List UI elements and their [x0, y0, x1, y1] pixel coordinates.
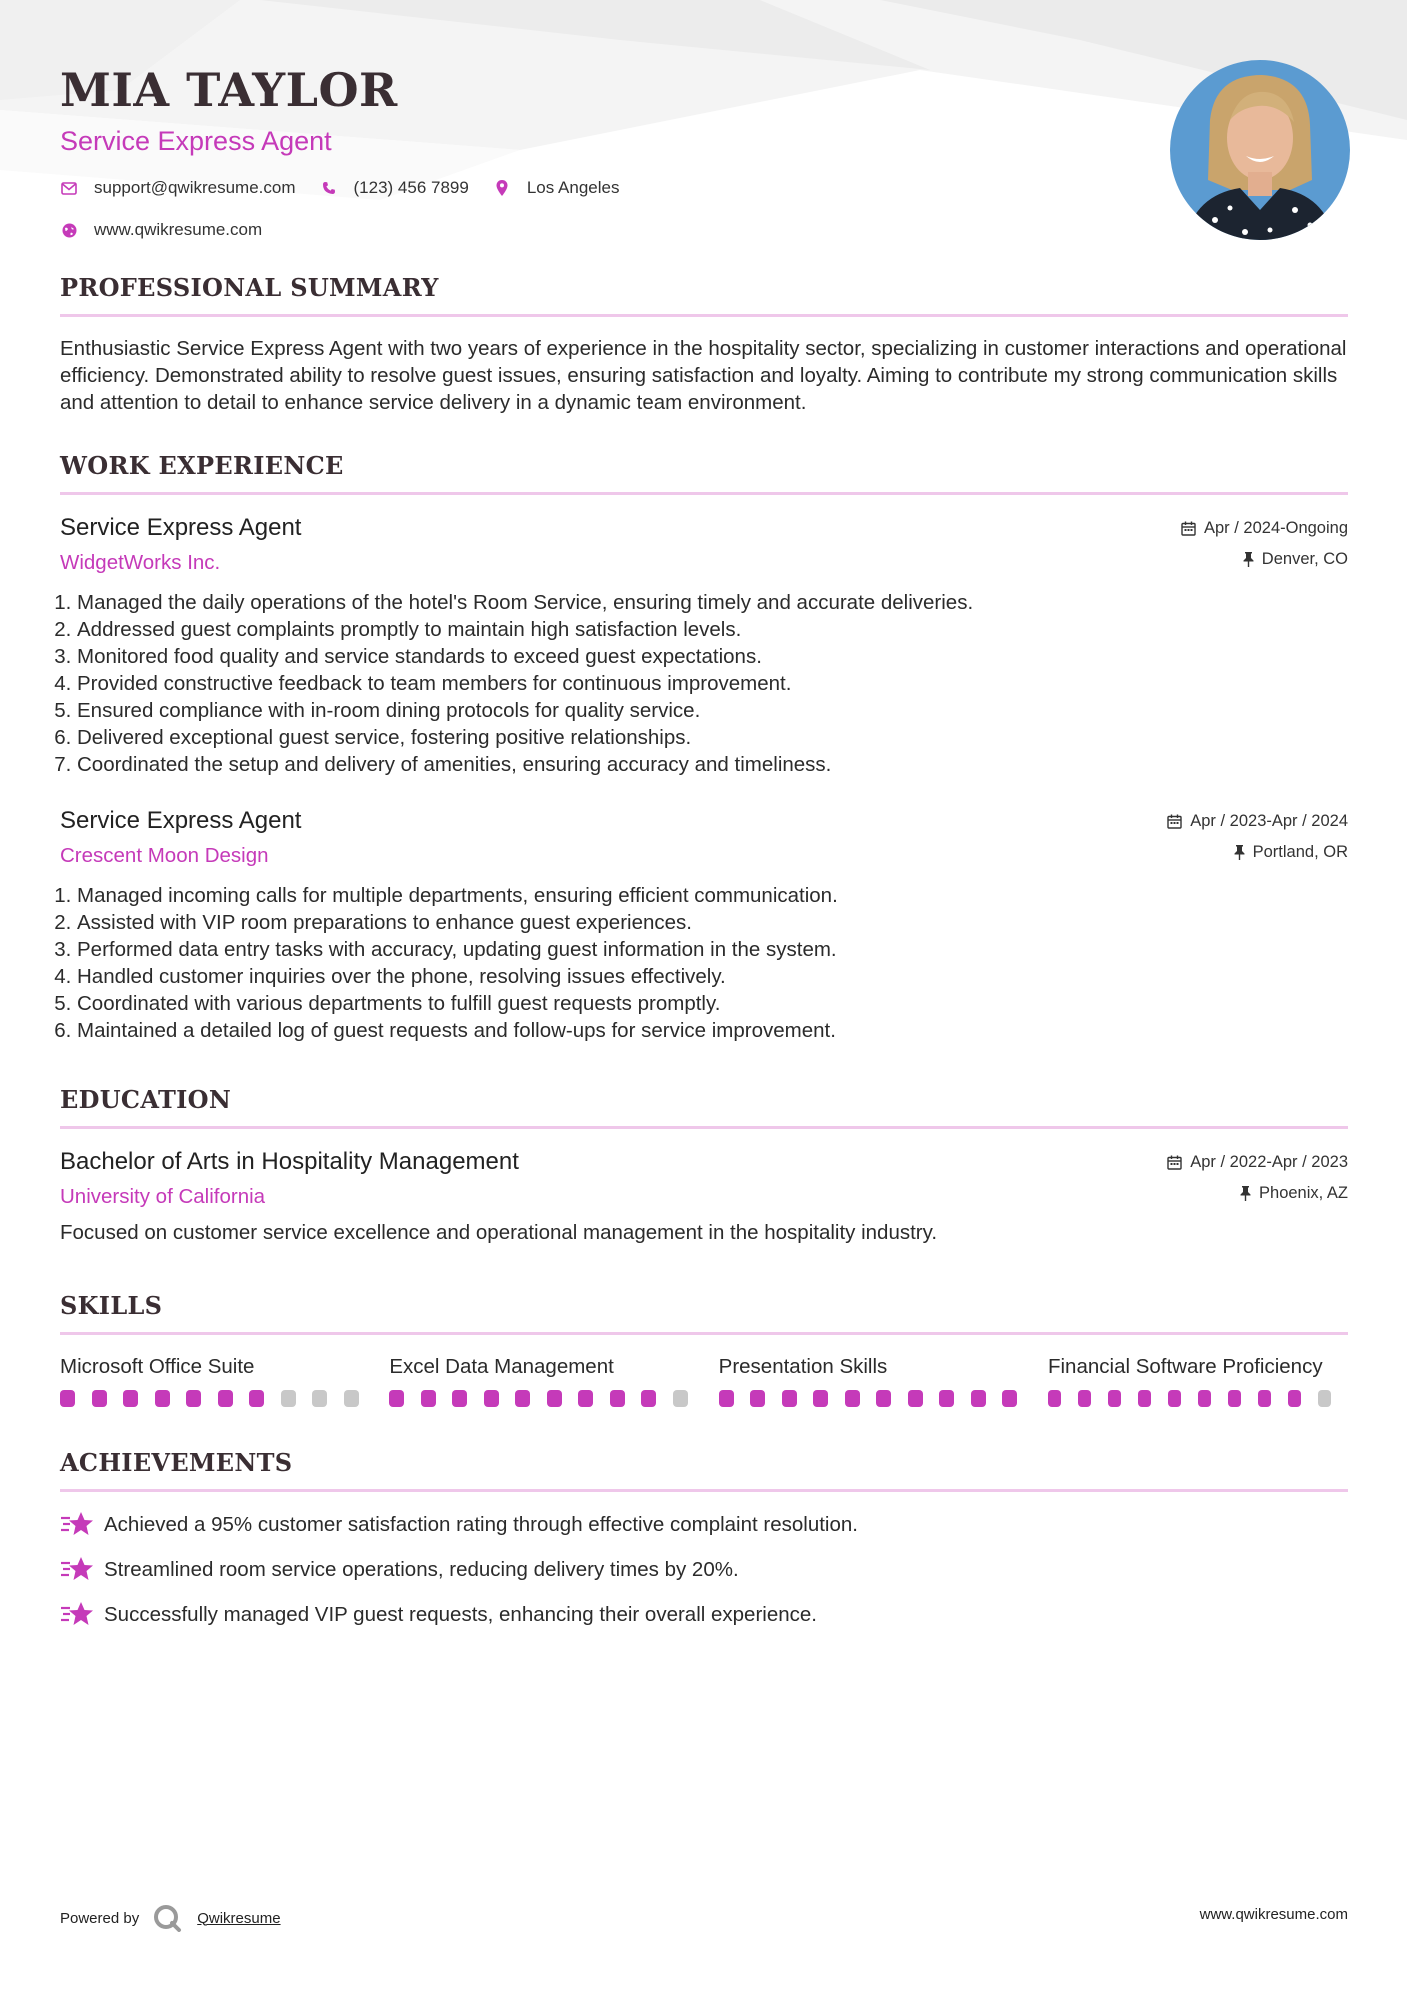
list-item: 3. Monitored food quality and service standards to exceed guest expectations.: [77, 643, 1348, 670]
star-icon: [60, 1510, 94, 1538]
list-item: 2. Assisted with VIP room preparations to enhance guest experiences.: [77, 909, 1348, 936]
skill-dot-filled: [452, 1390, 467, 1407]
skill-dot-filled: [1108, 1390, 1122, 1407]
location-text: Los Angeles: [526, 178, 620, 197]
qwikresume-link[interactable]: Qwikresume: [197, 1909, 281, 1927]
section-divider: [60, 1489, 1348, 1492]
skill-item: [60, 1353, 389, 1407]
skill-dot-filled: [218, 1390, 233, 1407]
skill-dot-filled: [92, 1390, 107, 1407]
list-item: 3. Performed data entry tasks with accuracy, updating guest information in the system.: [77, 936, 1348, 963]
phone-contact[interactable]: [320, 178, 469, 198]
achievement-text: Achieved a 95% customer satisfaction rating through effective complaint resolution.: [104, 1512, 858, 1536]
skill-dot-filled: [484, 1390, 499, 1407]
job-company: Crescent Moon Design: [60, 844, 269, 867]
skill-dot-filled: [750, 1390, 765, 1407]
skill-dot-filled: [610, 1390, 625, 1407]
job-dates: Apr / 2023-Apr / 2024: [1190, 811, 1348, 830]
list-item: 2. Addressed guest complaints promptly to maintain high satisfaction levels.: [77, 616, 1348, 643]
skill-dot-filled: [1228, 1390, 1242, 1407]
section-divider: [60, 492, 1348, 495]
skill-dot-filled: [60, 1390, 75, 1407]
education-dates: Apr / 2022-Apr / 2023: [1190, 1152, 1348, 1171]
pushpin-icon: [1243, 552, 1254, 567]
section-title: PROFESSIONAL SUMMARY: [60, 273, 439, 302]
skill-dot-filled: [908, 1390, 923, 1407]
education-entry: [60, 1147, 1348, 1246]
skill-rating: [1048, 1390, 1348, 1407]
skill-dot-filled: [1258, 1390, 1272, 1407]
skill-dot-filled: [155, 1390, 170, 1407]
job-title: Service Express Agent: [60, 807, 302, 834]
calendar-icon: [1181, 521, 1196, 536]
achievement-text: Successfully managed VIP guest requests, enhancing their overall experience.: [104, 1602, 817, 1626]
experience-section: [60, 450, 1348, 1044]
skill-item: [389, 1353, 718, 1407]
job-location: Denver, CO: [1261, 549, 1348, 568]
footer-website-link[interactable]: www.qwikresume.com: [1199, 1906, 1348, 1923]
skill-dot-filled: [719, 1390, 734, 1407]
email-text: support@qwikresume.com: [94, 178, 296, 197]
school-name: University of California: [60, 1185, 266, 1208]
pushpin-icon: [1240, 1186, 1251, 1201]
phone-text: (123) 456 7899: [353, 178, 469, 197]
list-item: 1. Managed the daily operations of the hotel's Room Service, ensuring timely and accurate deliveries.: [77, 589, 1348, 616]
list-item: 6. Delivered exceptional guest service, fostering positive relationships.: [77, 724, 1348, 751]
achievement-item: [60, 1510, 1348, 1538]
skill-item: [719, 1353, 1048, 1407]
job-entry: [60, 513, 1348, 778]
duty-list: [60, 589, 1348, 778]
powered-by: [60, 1904, 281, 1932]
skill-dot-filled: [389, 1390, 404, 1407]
job-meta: [1167, 810, 1348, 872]
skill-dot-filled: [1168, 1390, 1182, 1407]
skill-dot-filled: [971, 1390, 986, 1407]
envelope-icon: [60, 179, 78, 197]
skill-dot-empty: [673, 1390, 688, 1407]
candidate-title: Service Express Agent: [60, 126, 332, 156]
email-contact[interactable]: [60, 178, 296, 198]
location-contact: [493, 178, 620, 198]
skill-dot-filled: [515, 1390, 530, 1407]
skills-list: [60, 1353, 1348, 1407]
star-icon: [60, 1555, 94, 1583]
qwikresume-logo-icon: [153, 1904, 183, 1932]
skill-dot-filled: [641, 1390, 656, 1407]
skill-dot-filled: [547, 1390, 562, 1407]
list-item: 1. Managed incoming calls for multiple departments, ensuring efficient communication.: [77, 882, 1348, 909]
website-contact[interactable]: [60, 220, 262, 240]
resume-body: [60, 272, 1348, 1645]
globe-icon: [60, 221, 78, 239]
skill-rating: [719, 1390, 1048, 1407]
achievements-section: [60, 1447, 1348, 1628]
section-title: ACHIEVEMENTS: [60, 1448, 293, 1477]
skill-rating: [60, 1390, 389, 1407]
profile-photo: [1170, 60, 1350, 240]
list-item: 6. Maintained a detailed log of guest requests and follow-ups for service improvement.: [77, 1017, 1348, 1044]
powered-by-label: Powered by: [60, 1909, 140, 1927]
skill-dot-filled: [186, 1390, 201, 1407]
resume-header: [60, 52, 1350, 252]
skill-dot-filled: [1002, 1390, 1017, 1407]
resume-footer: [60, 1898, 1348, 1938]
skill-dot-filled: [1288, 1390, 1302, 1407]
list-item: 4. Handled customer inquiries over the phone, resolving issues effectively.: [77, 963, 1348, 990]
phone-icon: [320, 179, 338, 197]
section-title: SKILLS: [60, 1291, 163, 1320]
skill-dot-filled: [1048, 1390, 1062, 1407]
skill-dot-filled: [249, 1390, 264, 1407]
pushpin-icon: [1234, 845, 1245, 860]
skill-dot-empty: [344, 1390, 359, 1407]
calendar-icon: [1167, 1155, 1182, 1170]
job-dates: Apr / 2024-Ongoing: [1203, 518, 1348, 537]
job-meta: [1181, 517, 1348, 579]
skill-dot-filled: [123, 1390, 138, 1407]
section-divider: [60, 1332, 1348, 1335]
skill-dot-filled: [876, 1390, 891, 1407]
skill-dot-empty: [281, 1390, 296, 1407]
achievement-item: [60, 1555, 1348, 1583]
skill-name: Excel Data Management: [389, 1355, 614, 1378]
summary-text: Enthusiastic Service Express Agent with two years of experience in the hospitality sector, specializing in customer interactions and operational efficiency. Demonstrated ability to resolve guest issues, ensuring satisfaction and loyalty. Aiming to contribute my strong communication skills and attention to detail to enhance service delivery in a dynamic team environment.: [60, 337, 1347, 414]
contact-info: [60, 176, 1350, 242]
skill-dot-filled: [1078, 1390, 1092, 1407]
skill-name: Presentation Skills: [718, 1355, 888, 1378]
skill-dot-filled: [845, 1390, 860, 1407]
job-location: Portland, OR: [1252, 842, 1348, 861]
skill-dot-filled: [813, 1390, 828, 1407]
education-location: Phoenix, AZ: [1259, 1183, 1348, 1202]
skills-section: [60, 1290, 1348, 1407]
list-item: 5. Ensured compliance with in-room dining protocols for quality service.: [77, 697, 1348, 724]
website-text: www.qwikresume.com: [94, 220, 263, 239]
achievement-text: Streamlined room service operations, reducing delivery times by 20%.: [104, 1557, 739, 1581]
skill-dot-filled: [782, 1390, 797, 1407]
skill-dot-filled: [1198, 1390, 1212, 1407]
education-description: Focused on customer service excellence and operational management in the hospitality industry.: [60, 1221, 938, 1244]
section-title: EDUCATION: [60, 1085, 232, 1114]
degree-title: Bachelor of Arts in Hospitality Management: [60, 1148, 519, 1175]
candidate-name: MIA TAYLOR: [60, 63, 398, 117]
job-title: Service Express Agent: [60, 514, 302, 541]
star-icon: [60, 1600, 94, 1628]
section-divider: [60, 314, 1348, 317]
skill-name: Microsoft Office Suite: [60, 1355, 255, 1378]
summary-section: [60, 272, 1348, 416]
list-item: 4. Provided constructive feedback to team members for continuous improvement.: [77, 670, 1348, 697]
skill-dot-filled: [421, 1390, 436, 1407]
achievement-item: [60, 1600, 1348, 1628]
skill-dot-empty: [1318, 1390, 1332, 1407]
list-item: 5. Coordinated with various departments to fulfill guest requests promptly.: [77, 990, 1348, 1017]
education-meta: [1167, 1151, 1348, 1213]
skill-dot-empty: [312, 1390, 327, 1407]
skill-rating: [389, 1390, 718, 1407]
section-divider: [60, 1126, 1348, 1129]
section-title: WORK EXPERIENCE: [60, 451, 344, 480]
skill-name: Financial Software Proficiency: [1047, 1355, 1323, 1378]
duty-list: [60, 882, 1348, 1044]
calendar-icon: [1167, 814, 1182, 829]
map-pin-icon: [493, 179, 511, 197]
skill-dot-filled: [939, 1390, 954, 1407]
job-company: WidgetWorks Inc.: [60, 551, 221, 574]
job-entry: [60, 806, 1348, 1044]
education-section: [60, 1084, 1348, 1246]
skill-item: [1048, 1353, 1348, 1407]
skill-dot-filled: [578, 1390, 593, 1407]
skill-dot-filled: [1138, 1390, 1152, 1407]
list-item: 7. Coordinated the setup and delivery of amenities, ensuring accuracy and timeliness.: [77, 751, 1348, 778]
